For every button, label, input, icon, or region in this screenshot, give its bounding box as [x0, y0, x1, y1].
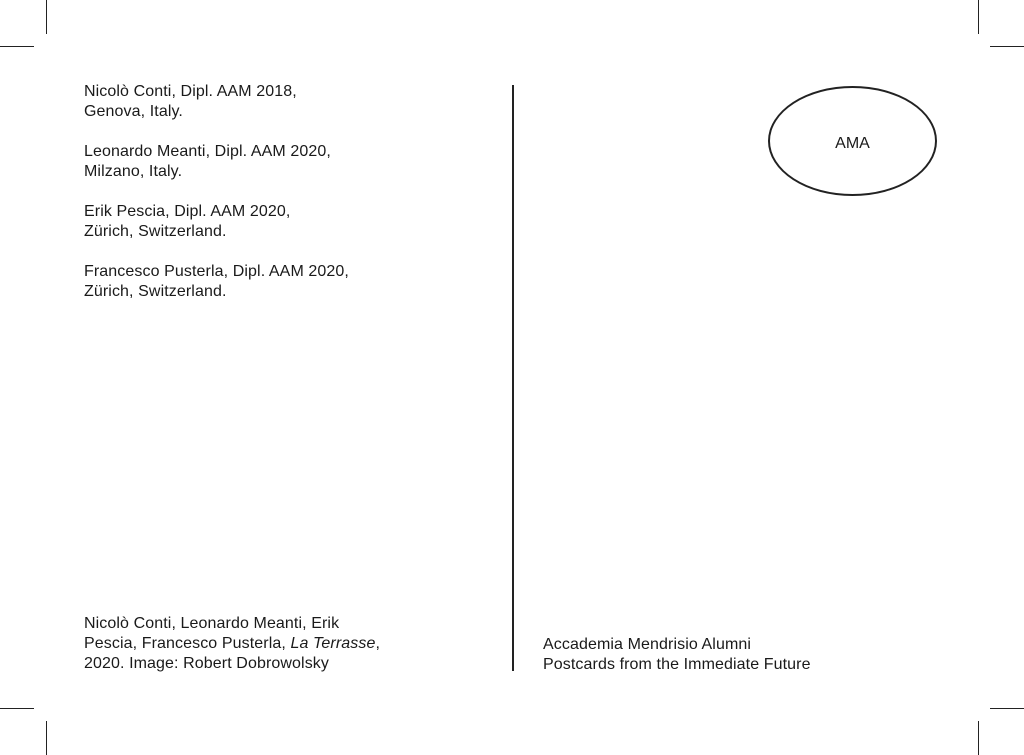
- author-location-line: Zürich, Switzerland.: [84, 283, 227, 300]
- author-name-line: Leonardo Meanti, Dipl. AAM 2020,: [84, 143, 331, 160]
- author-location-line: Genova, Italy.: [84, 103, 183, 120]
- caption-line-1: Nicolò Conti, Leonardo Meanti, Erik: [84, 615, 340, 632]
- stamp-label: AMA: [835, 135, 870, 152]
- author-list: [84, 82, 484, 322]
- author-entry: [84, 82, 484, 122]
- caption-work-title: La Terrasse: [290, 635, 376, 652]
- author-name-line: Nicolò Conti, Dipl. AAM 2018,: [84, 83, 297, 100]
- crop-mark-bottom-left-vertical: [46, 721, 47, 755]
- author-entry: [84, 262, 484, 302]
- caption-line-3: 2020. Image: Robert Dobrowolsky: [84, 655, 329, 672]
- caption-line-2-prefix: Pescia, Francesco Pusterla,: [84, 635, 291, 652]
- author-entry: [84, 142, 484, 182]
- crop-mark-top-right-horizontal: [990, 46, 1024, 47]
- series-title: Postcards from the Immediate Future: [543, 656, 811, 673]
- caption-line-2: [84, 634, 504, 654]
- stamp-oval: [768, 86, 937, 196]
- crop-mark-top-right-vertical: [978, 0, 979, 34]
- crop-mark-bottom-left-horizontal: [0, 708, 34, 709]
- crop-mark-top-left-vertical: [46, 0, 47, 34]
- crop-mark-bottom-right-vertical: [978, 721, 979, 755]
- image-caption: [84, 614, 504, 674]
- publisher-name: Accademia Mendrisio Alumni: [543, 636, 752, 653]
- crop-mark-top-left-horizontal: [0, 46, 34, 47]
- author-name-line: Erik Pescia, Dipl. AAM 2020,: [84, 203, 291, 220]
- crop-mark-bottom-right-horizontal: [990, 708, 1024, 709]
- author-entry: [84, 202, 484, 242]
- author-location-line: Zürich, Switzerland.: [84, 223, 227, 240]
- postcard-divider: [512, 85, 514, 671]
- caption-line-2-suffix: ,: [375, 635, 380, 652]
- publisher-footer: [543, 635, 943, 675]
- author-name-line: Francesco Pusterla, Dipl. AAM 2020,: [84, 263, 349, 280]
- author-location-line: Milzano, Italy.: [84, 163, 183, 180]
